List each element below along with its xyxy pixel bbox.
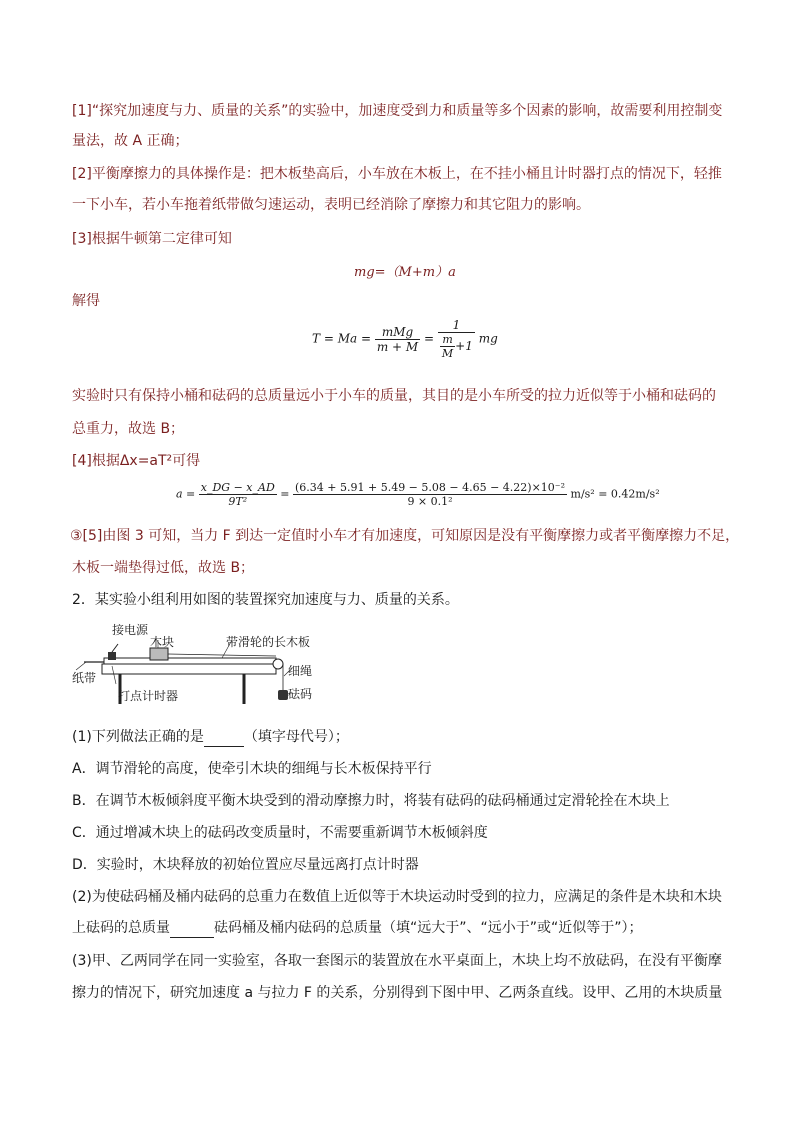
dx-den: 9T² bbox=[228, 495, 248, 508]
eq-a: a = bbox=[176, 487, 196, 501]
plus-one: +1 bbox=[455, 339, 473, 353]
timer-shape bbox=[108, 652, 116, 660]
option-c: C．通过增减木块上的砝码改变质量时，不需要重新调节木板倾斜度 bbox=[72, 825, 488, 841]
inner-den: M bbox=[441, 347, 454, 360]
inner-fraction bbox=[440, 333, 455, 360]
sq2-text: 上砝码的总质量 bbox=[72, 920, 170, 936]
label-timer: 打点计时器 bbox=[118, 689, 179, 703]
para3-line3: 实验时只有保持小桶和砝码的总质量远小于小车的质量，其目的是小车所受的拉力近似等于小桶和砝码的 bbox=[72, 388, 716, 404]
sub-question-2-line2 bbox=[72, 918, 643, 938]
option-d: D．实验时，木块释放的初始位置应尽量远离打点计时器 bbox=[72, 857, 419, 873]
fraction-values bbox=[293, 481, 567, 508]
dx-num: x_DG − x_AD bbox=[200, 481, 275, 494]
sq1-suffix: （填字母代号）； bbox=[243, 729, 349, 745]
frac-den: m + M bbox=[376, 339, 419, 354]
para3-line1: [3]根据牛顿第二定律可知 bbox=[72, 231, 232, 247]
equation-newton: mg=（M+m）a bbox=[354, 265, 456, 280]
equation-acceleration bbox=[176, 481, 660, 508]
table-top bbox=[102, 664, 276, 674]
fraction-one bbox=[438, 318, 475, 360]
sq1-text: (1)下列做法正确的是 bbox=[72, 729, 204, 745]
fraction-mMg bbox=[375, 325, 420, 354]
label-block: 木块 bbox=[150, 635, 175, 649]
weight-shape bbox=[278, 690, 288, 700]
label-board: 带滑轮的长木板 bbox=[226, 635, 311, 649]
option-a: A．调节滑轮的高度，使牵引木块的细绳与长木板保持平行 bbox=[72, 761, 432, 777]
para5-line1: ③[5]由图 3 可知，当力 F 到达一定值时小车才有加速度，可知原因是没有平衡摩擦力或者平衡摩擦力不足， bbox=[70, 528, 740, 544]
question2-title: 2．某实验小组利用如图的装置探究加速度与力、质量的关系。 bbox=[72, 592, 459, 608]
label-weight: 砝码 bbox=[288, 687, 313, 701]
equation-tension bbox=[312, 318, 498, 360]
answer-blank-2[interactable] bbox=[170, 923, 214, 938]
eq-sign2: = bbox=[280, 487, 290, 501]
label-jiede: 解得 bbox=[72, 293, 100, 309]
para1-line1: [1]“探究加速度与力、质量的关系”的实验中，加速度受到力和质量等多个因素的影响，故需要利用控制变 bbox=[72, 103, 723, 119]
eq-tail: mg bbox=[478, 331, 498, 346]
para3-line4: 总重力，故选 B； bbox=[72, 421, 185, 437]
para2-line1: [2]平衡摩擦力的具体操作是：把木板垫高后，小车放在木板上，在不挂小桶且计时器打点的情况下，轻推 bbox=[72, 166, 722, 182]
para5-line2: 木板一端垫得过低，故选 B； bbox=[72, 560, 255, 576]
eq-result: m/s² = 0.42m/s² bbox=[570, 487, 660, 501]
pulley-icon bbox=[273, 659, 283, 669]
answer-blank-1[interactable] bbox=[204, 732, 244, 747]
label-tape: 纸带 bbox=[72, 671, 97, 685]
eq-lhs: T = Ma = bbox=[312, 331, 371, 346]
long-board bbox=[104, 658, 276, 664]
sub-question-3-line1: (3)甲、乙两同学在同一实验室，各取一套图示的装置放在水平桌面上，木块上均不放砝码，在没有平衡摩 bbox=[72, 953, 722, 969]
rope-line bbox=[168, 654, 276, 656]
values-num: (6.34 + 5.91 + 5.49 − 5.08 − 4.65 − 4.22)×10⁻² bbox=[295, 481, 566, 494]
para4-line1: [4]根据Δx=aT²可得 bbox=[72, 453, 201, 469]
para2-line2: 一下小车，若小车拖着纸带做匀速运动，表明已经消除了摩擦力和其它阻力的影响。 bbox=[72, 197, 590, 213]
power-wire bbox=[112, 644, 118, 652]
label-rope: 细绳 bbox=[288, 664, 313, 678]
frac-num: mMg bbox=[375, 325, 420, 340]
frac2-den bbox=[438, 333, 475, 360]
values-den: 9 × 0.1² bbox=[407, 495, 453, 508]
inner-num: m bbox=[440, 333, 455, 347]
fraction-delta-x bbox=[199, 481, 277, 508]
sub-question-1 bbox=[72, 727, 349, 747]
para1-line2: 量法，故 A 正确； bbox=[72, 133, 189, 149]
sub-question-3-line2: 擦力的情况下，研究加速度 a 与拉力 F 的关系，分别得到下图中甲、乙两条直线。设甲、乙用的木块质量 bbox=[72, 985, 723, 1001]
option-b: B．在调节木板倾斜度平衡木块受到的滑动摩擦力时，将装有砝码的砝码桶通过定滑轮拴在木块上 bbox=[72, 793, 670, 809]
frac2-num: 1 bbox=[438, 318, 475, 333]
label-power: 接电源 bbox=[112, 623, 149, 637]
sq2-suffix: 砝码桶及桶内砝码的总质量（填“远大于”、“远小于”或“近似等于”）； bbox=[214, 920, 643, 936]
eq-sign: = bbox=[424, 331, 435, 346]
sub-question-2-line1: (2)为使砝码桶及桶内砝码的总重力在数值上近似等于木块运动时受到的拉力，应满足的条件是木块和木块 bbox=[72, 889, 722, 905]
